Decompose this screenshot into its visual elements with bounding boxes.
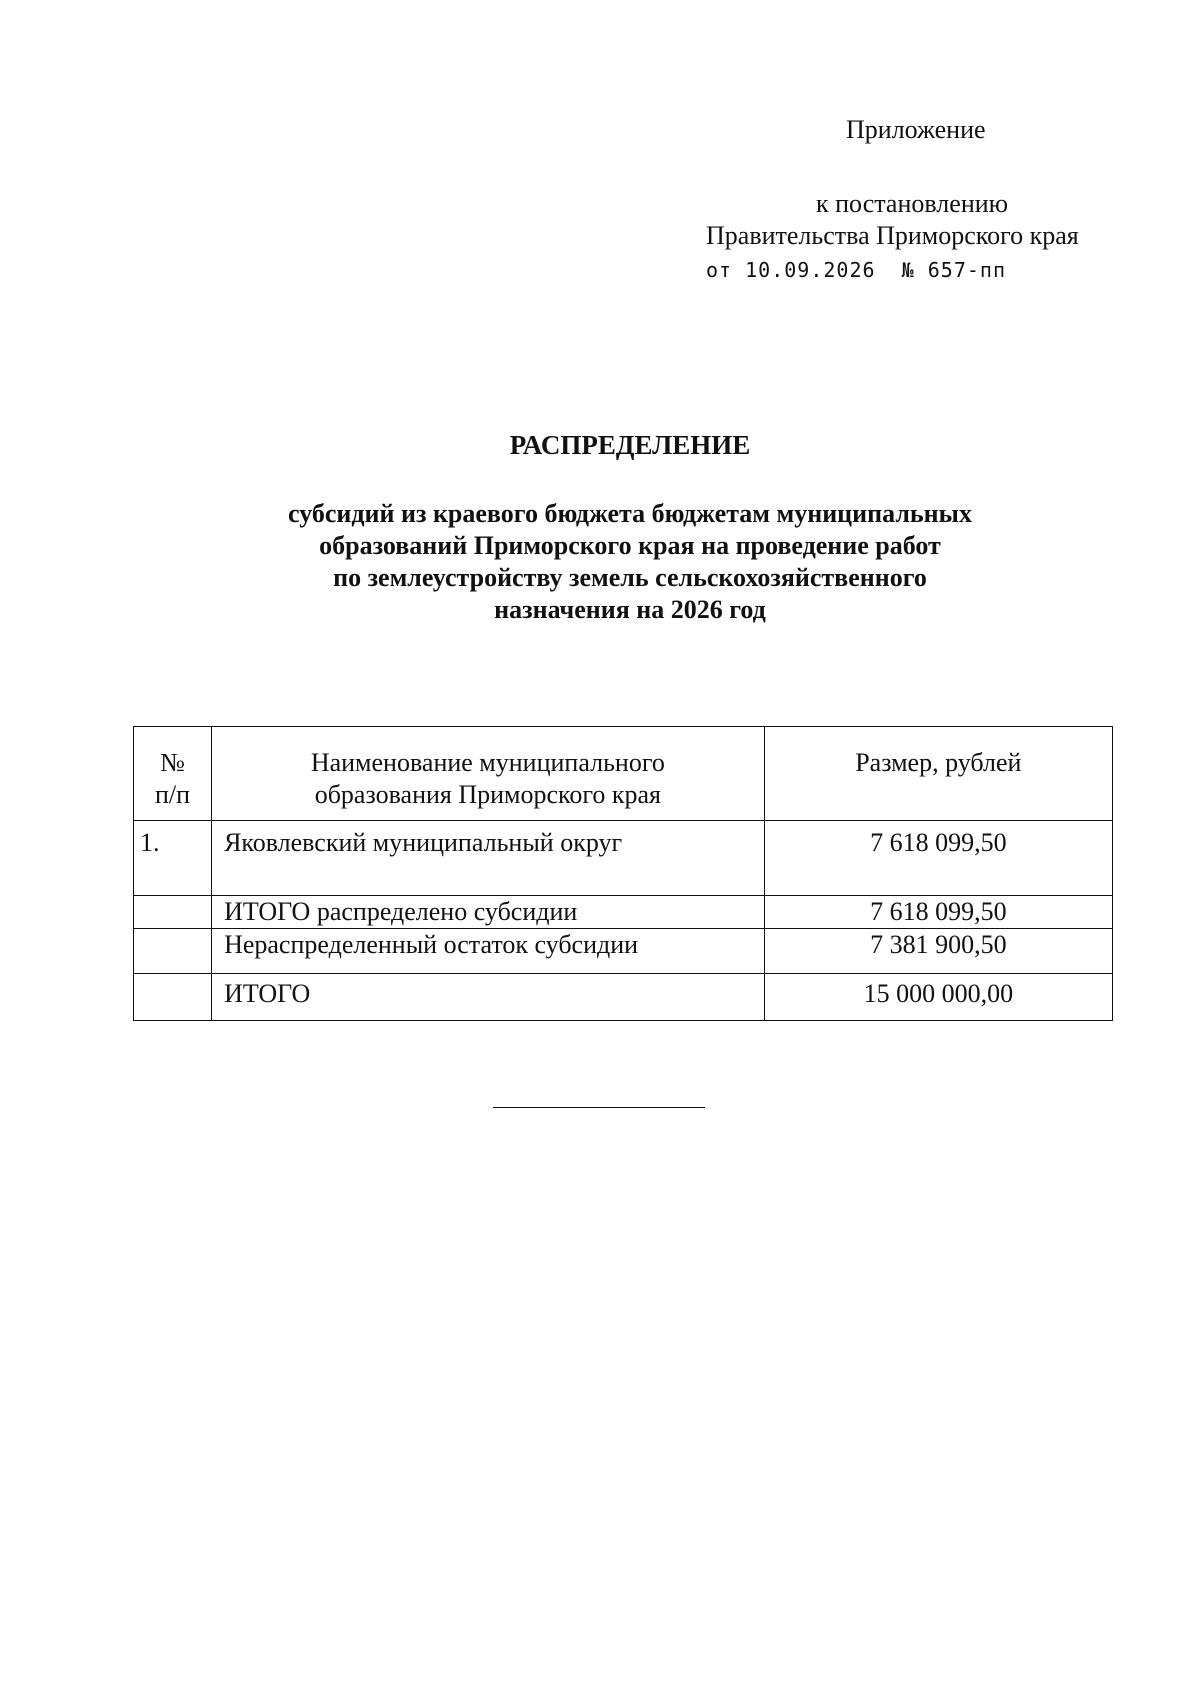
resolution-stamp [706,256,1006,284]
header-number [134,727,212,821]
row-municipality: ИТОГО [212,974,765,1021]
appendix-reference [706,188,1079,252]
subtitle-line: образований Приморского края на проведение работ [319,531,941,560]
table-header-row [134,727,1113,821]
appendix-ref-line-2: Правительства Приморского края [706,221,1079,250]
row-number [134,896,212,929]
row-number: 1. [134,821,212,896]
row-amount: 7 618 099,50 [764,896,1112,929]
document-title: РАСПРЕДЕЛЕНИЕ [509,430,751,460]
row-amount: 7 618 099,50 [764,821,1112,896]
row-municipality: ИТОГО распределено субсидии [212,896,765,929]
subtitle-line: назначения на 2026 год [494,595,766,624]
appendix-ref-line-1: к постановлению [816,189,1009,218]
header-amount: Размер, рублей [764,727,1112,821]
stamp-number-sign: № [901,258,915,282]
header-municipality-line-2: образования Приморского края [314,780,661,809]
row-municipality: Яковлевский муниципальный округ [212,821,765,896]
row-number [134,974,212,1021]
table-row-grand-total [134,974,1113,1021]
row-amount: 15 000 000,00 [764,974,1112,1021]
header-number-line-2: п/п [155,780,191,809]
table-row-undistributed [134,929,1113,974]
stamp-prefix: от [706,258,733,282]
stamp-number: 657-пп [927,258,1006,282]
appendix-label: Приложение [846,115,986,144]
header-municipality-line-1: Наименование муниципального [310,748,665,777]
end-divider [493,1107,705,1108]
stamp-date: 10.09.2026 [745,258,876,282]
table-row-distributed-total [134,896,1113,929]
document-subtitle [200,498,1060,626]
header-number-line-1: № [160,748,185,777]
subtitle-line: по землеустройству земель сельскохозяйственного [333,563,927,592]
header-municipality [212,727,765,821]
subtitle-line: субсидий из краевого бюджета бюджетам муниципальных [288,499,972,528]
row-municipality: Нераспределенный остаток субсидии [212,929,765,974]
row-amount: 7 381 900,50 [764,929,1112,974]
table-row [134,821,1113,896]
distribution-table [133,726,1113,1021]
row-number [134,929,212,974]
